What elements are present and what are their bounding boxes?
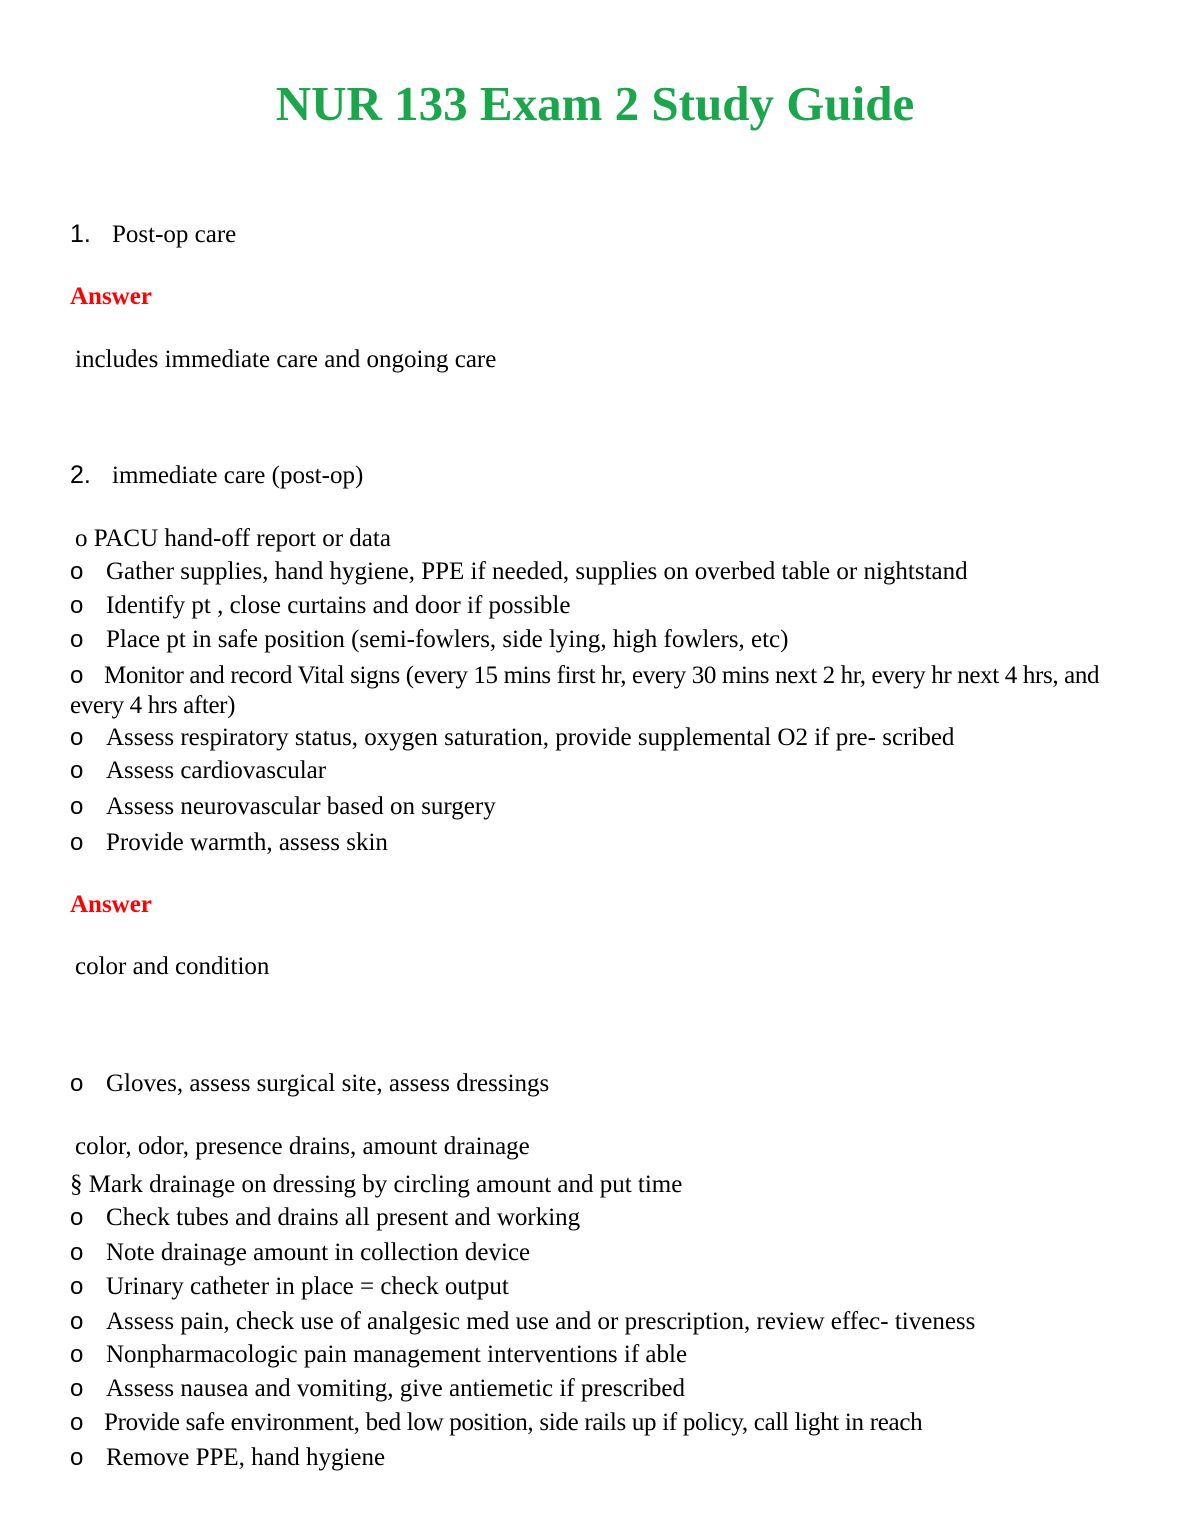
list-item: o Provide safe environment, bed low position, side rails up if policy, call light in reach — [70, 1409, 923, 1436]
section-item: § Mark drainage on dressing by circling amount and put time — [70, 1171, 683, 1198]
bullet-icon: o — [70, 1070, 84, 1097]
list-item: o Gloves, assess surgical site, assess dressings — [70, 1070, 550, 1097]
question-number: 2. — [70, 461, 91, 489]
list-item: o Nonpharmacologic pain management interventions if able — [70, 1341, 688, 1368]
bullet-icon: o — [70, 1444, 84, 1471]
list-item: o Monitor and record Vital signs (every 15 mins first hr, every 30 mins next 2 hr, every hr next 4 hrs, and every 4 hrs after) — [70, 662, 1100, 719]
answer-label: Answer — [70, 891, 152, 918]
bullet-icon: o — [70, 829, 84, 856]
bullet-icon: o — [70, 1239, 84, 1266]
bullet-icon: o — [70, 1375, 84, 1402]
list-item: o Gather supplies, hand hygiene, PPE if needed, supplies on overbed table or nightstand — [70, 558, 968, 585]
note-text: color, odor, presence drains, amount drainage — [75, 1133, 530, 1160]
question-2 — [70, 460, 363, 491]
question-1 — [70, 219, 236, 250]
list-item: o Provide warmth, assess skin — [70, 829, 388, 856]
bullet-icon: o — [70, 1204, 84, 1231]
list-item: o Check tubes and drains all present and working — [70, 1204, 581, 1231]
question-heading: Post-op care — [112, 221, 237, 248]
answer-text: color and condition — [75, 953, 270, 980]
bullet-icon: o — [70, 592, 84, 619]
list-item: o Assess nausea and vomiting, give antiemetic if prescribed — [70, 1375, 686, 1402]
question-heading: immediate care (post-op) — [112, 462, 364, 489]
bullet-icon: o — [70, 724, 84, 751]
answer-label: Answer — [70, 283, 152, 310]
bullet-icon: o — [70, 1409, 84, 1436]
bullet-icon: o — [70, 1273, 84, 1300]
answer-text: includes immediate care and ongoing care — [75, 346, 497, 373]
list-item: o Identify pt , close curtains and door if possible — [70, 592, 571, 619]
bullet-icon: o — [70, 793, 84, 820]
bullet-icon: o — [70, 558, 84, 585]
document-title: NUR 133 Exam 2 Study Guide — [275, 76, 915, 131]
list-item: o Urinary catheter in place = check output — [70, 1273, 509, 1300]
list-item: o Assess respiratory status, oxygen saturation, provide supplemental O2 if pre- scribed — [70, 724, 955, 751]
list-item: o PACU hand-off report or data — [75, 525, 391, 552]
list-item: o Remove PPE, hand hygiene — [70, 1444, 386, 1471]
list-item: o Place pt in safe position (semi-fowlers, side lying, high fowlers, etc) — [70, 626, 789, 653]
list-item: o Assess pain, check use of analgesic med use and or prescription, review effec- tiveness — [70, 1308, 976, 1335]
bullet-icon: o — [70, 662, 83, 689]
question-number: 1. — [70, 220, 91, 248]
bullet-icon: o — [70, 626, 84, 653]
bullet-icon: o — [70, 1308, 84, 1335]
list-item: o Assess cardiovascular — [70, 757, 327, 784]
list-item: o Assess neurovascular based on surgery — [70, 793, 496, 820]
list-item: o Note drainage amount in collection device — [70, 1239, 531, 1266]
bullet-icon: o — [70, 1341, 84, 1368]
bullet-icon: o — [70, 757, 84, 784]
